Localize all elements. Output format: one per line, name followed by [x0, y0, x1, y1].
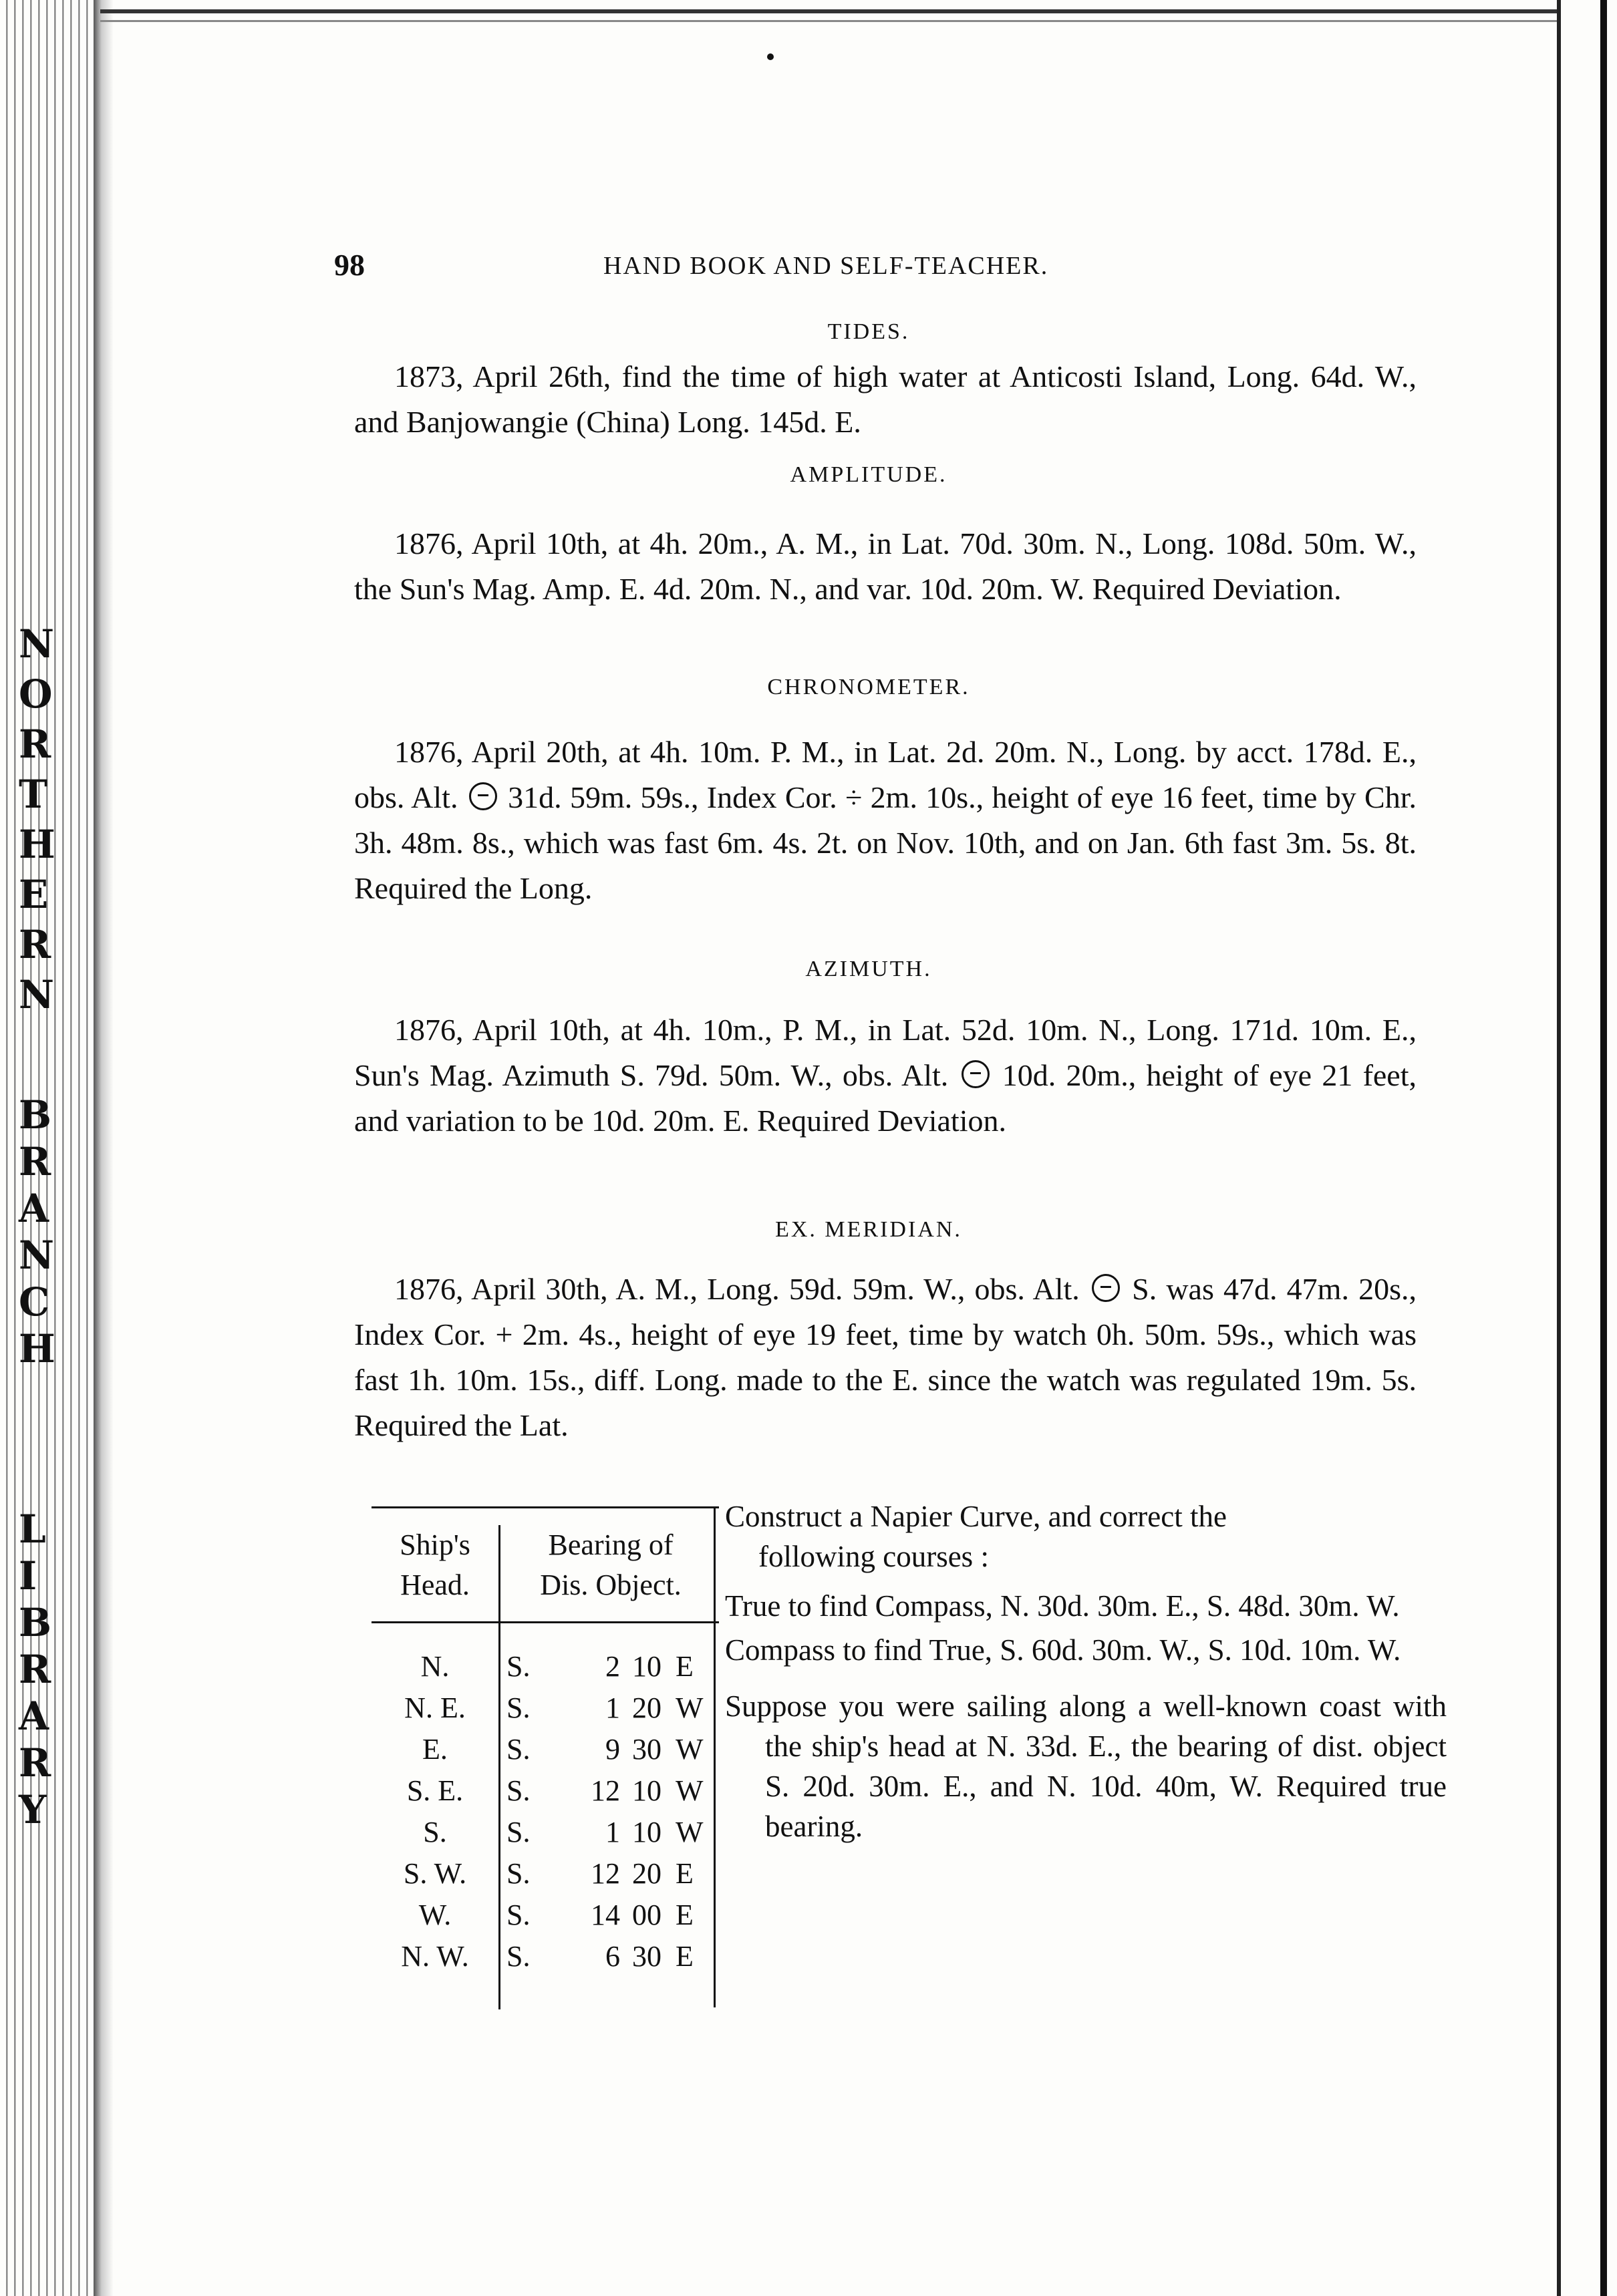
scan-top-edge-secondary — [100, 20, 1557, 22]
bearing-side-cell: W — [676, 1691, 704, 1724]
tides-heading: TIDES. — [827, 319, 910, 344]
bearing-side-cell: E — [676, 1940, 694, 1973]
napier-intro — [725, 1496, 1447, 1577]
spine-letter: H — [19, 1326, 55, 1371]
bearing-header-line1: Bearing of — [548, 1528, 674, 1561]
spine-letter: O — [19, 671, 53, 717]
spine-letter: R — [19, 1740, 51, 1786]
table-row — [372, 1647, 719, 1687]
spine-letter: R — [19, 721, 51, 767]
spine-letter: L — [19, 1506, 46, 1552]
table-top-rule — [372, 1506, 719, 1508]
sun-lower-limb-icon — [962, 1060, 990, 1088]
ship-head-cell: W. — [418, 1899, 452, 1931]
table-row — [372, 1771, 719, 1811]
table-header-rule — [372, 1621, 719, 1623]
bearing-minutes-cell: 10 — [632, 1774, 662, 1807]
spine-letter: B — [19, 1600, 52, 1645]
spine-letter: I — [19, 1553, 37, 1599]
bearing-direction-cell: S. — [506, 1857, 531, 1890]
bearing-degrees-cell: 12 — [591, 1857, 620, 1890]
table-row — [372, 1854, 719, 1894]
spine-letter: T — [19, 772, 48, 817]
azimuth-heading: AZIMUTH. — [805, 957, 932, 981]
chronometer-text-b: 31d. 59m. 59s., Index Cor. ÷ 2m. 10s., height of eye 16 feet, time by Chr. 3h. 48m. 8s., which was fast 6m. 4s. 2t. on Nov. 10th, and on Jan. 6th fast 3m. 5s. 8t. Required the Long. — [354, 780, 1417, 905]
bearing-minutes-cell: 30 — [632, 1733, 662, 1766]
bearing-degrees-cell: 9 — [605, 1733, 620, 1766]
right-margin — [1561, 0, 1617, 2296]
spine-letter: N — [19, 1233, 55, 1278]
bearing-degrees-cell: 6 — [605, 1940, 620, 1973]
page-number: 98 — [334, 248, 365, 282]
spine-letter: A — [19, 1186, 49, 1231]
bearing-degrees-cell: 14 — [591, 1899, 620, 1931]
table-row — [372, 1688, 719, 1728]
bearing-side-cell: W — [676, 1816, 704, 1848]
ship-head-cell: E. — [422, 1733, 448, 1766]
ship-head-cell: N. E. — [404, 1691, 466, 1724]
chronometer-text-a: 1876, April 20th, at 4h. 10m. P. M., in Lat. 2d. 20m. N., Long. by acct. 178d. E., obs. Alt. — [354, 735, 1417, 814]
print-dot — [767, 53, 774, 60]
true-to-compass: True to find Compass, N. 30d. 30m. E., S. 48d. 30m. W. — [725, 1589, 1400, 1623]
bearing-minutes-cell: 30 — [632, 1940, 662, 1973]
bearing-direction-cell: S. — [506, 1774, 531, 1807]
table-row — [372, 1895, 719, 1935]
page-gutter-shadow — [94, 0, 114, 2296]
table-row — [372, 1812, 719, 1852]
table-row — [372, 1937, 719, 1977]
spine-letter: R — [19, 1647, 51, 1692]
bearing-minutes-cell: 20 — [632, 1691, 662, 1724]
ship-head-cell: S. E. — [406, 1774, 464, 1807]
spine-letter: R — [19, 922, 51, 967]
bearing-minutes-cell: 20 — [632, 1857, 662, 1890]
scan-right-edge — [1600, 0, 1607, 2296]
spine-letter: R — [19, 1139, 51, 1184]
azimuth-problem — [354, 1007, 1417, 1144]
bearing-direction-cell: S. — [506, 1733, 531, 1766]
chronometer-problem — [354, 729, 1417, 911]
bearing-side-cell: E — [676, 1650, 694, 1683]
chronometer-heading: CHRONOMETER. — [767, 675, 970, 699]
sun-lower-limb-icon — [1092, 1274, 1120, 1302]
ex-meridian-heading: EX. MERIDIAN. — [775, 1217, 962, 1242]
spine-letter: A — [19, 1693, 49, 1739]
ex-meridian-problem — [354, 1267, 1417, 1448]
ex-meridian-text-b: S. was 47d. 47m. 20s., Index Cor. + 2m. 4s., height of eye 19 feet, time by watch 0h. 50m. 59s., which was fast 1h. 10m. 15s., diff. Long. made to the E. since the watch was regulated 19m. 5s. Required the Lat. — [354, 1272, 1417, 1442]
ship-head-cell: S. W. — [403, 1857, 467, 1890]
spine-letter: C — [19, 1279, 50, 1325]
napier-intro-line2: following courses : — [758, 1540, 989, 1573]
compass-to-true: Compass to find True, S. 60d. 30m. W., S. 10d. 10m. W. — [725, 1633, 1401, 1667]
ex-meridian-text-a: 1876, April 30th, A. M., Long. 59d. 59m. W., obs. Alt. — [394, 1272, 1080, 1306]
bearing-minutes-cell: 10 — [632, 1816, 662, 1848]
bearing-side-cell: E — [676, 1857, 694, 1890]
header-title: HAND BOOK AND SELF-TEACHER. — [603, 252, 1049, 280]
bearing-minutes-cell: 10 — [632, 1650, 662, 1683]
table-row — [372, 1730, 719, 1770]
ships-head-header — [372, 1525, 498, 1605]
amplitude-heading: AMPLITUDE. — [790, 462, 947, 487]
running-head — [334, 247, 1437, 287]
spine-letter: B — [19, 1092, 52, 1138]
bearing-degrees-cell: 1 — [605, 1691, 620, 1724]
azimuth-text-b: 10d. 20m., height of eye 21 feet, and variation to be 10d. 20m. E. Required Deviation. — [354, 1058, 1417, 1138]
ships-head-header-line1: Ship's — [400, 1528, 470, 1561]
bearing-direction-cell: S. — [506, 1691, 531, 1724]
spine-letter: N — [19, 621, 55, 667]
ship-head-cell: S. — [423, 1816, 447, 1848]
bearing-side-cell: E — [676, 1899, 694, 1931]
bearing-header-line2: Dis. Object. — [540, 1569, 682, 1601]
spine-letter: E — [19, 872, 49, 917]
bearing-degrees-cell: 1 — [605, 1816, 620, 1848]
bearing-direction-cell: S. — [506, 1899, 531, 1931]
table-header — [372, 1525, 719, 1632]
ship-head-cell: N. — [420, 1650, 450, 1683]
ships-head-header-line2: Head. — [400, 1569, 470, 1601]
ship-head-cell: N. W. — [401, 1940, 469, 1973]
scan-top-edge — [100, 9, 1557, 13]
bearing-direction-cell: S. — [506, 1816, 531, 1848]
spine-letter: N — [19, 972, 55, 1017]
bearing-degrees-cell: 12 — [591, 1774, 620, 1807]
bearing-direction-cell: S. — [506, 1940, 531, 1973]
bearing-header — [502, 1525, 719, 1605]
bearing-side-cell: W — [676, 1774, 704, 1807]
sun-lower-limb-icon — [469, 782, 497, 810]
azimuth-text-a: 1876, April 10th, at 4h. 10m., P. M., in Lat. 52d. 10m. N., Long. 171d. 10m. E., Sun's Mag. Azimuth S. 79d. 50m. W., obs. Alt. — [354, 1013, 1417, 1092]
spine-letter: H — [19, 822, 55, 867]
bearing-side-cell: W — [676, 1733, 704, 1766]
bearing-direction-cell: S. — [506, 1650, 531, 1683]
napier-instructions — [725, 1496, 1447, 1850]
suppose-problem: Suppose you were sailing along a well-known coast with the ship's head at N. 33d. E., the bearing of dist. object S. 20d. 30m. E., and N. 10d. 40m, W. Required true bearing. — [725, 1689, 1447, 1843]
tides-problem: 1873, April 26th, find the time of high water at Anticosti Island, Long. 64d. W., and Banjowangie (China) Long. 145d. E. — [354, 359, 1417, 439]
amplitude-problem: 1876, April 10th, at 4h. 20m., A. M., in Lat. 70d. 30m. N., Long. 108d. 50m. W., the Sun's Mag. Amp. E. 4d. 20m. N., and var. 10d. 20m. W. Required Deviation. — [354, 526, 1417, 606]
bearing-minutes-cell: 00 — [632, 1899, 662, 1931]
napier-intro-line1: Construct a Napier Curve, and correct the — [725, 1500, 1227, 1533]
bearing-degrees-cell: 2 — [605, 1650, 620, 1683]
spine-letter: Y — [19, 1787, 47, 1832]
